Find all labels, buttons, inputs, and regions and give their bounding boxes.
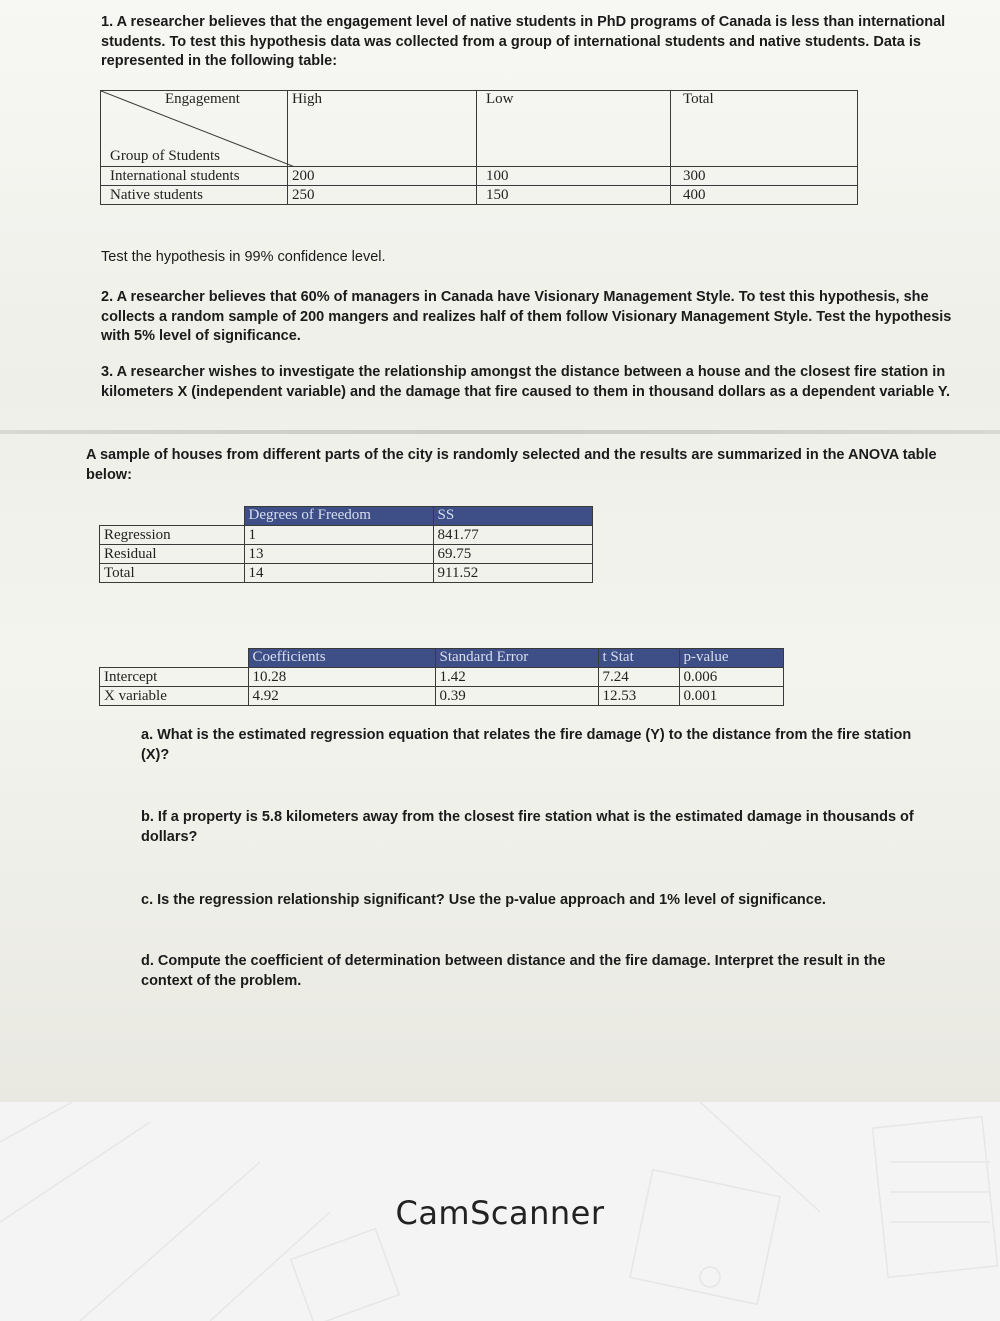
anova-header-df: Degrees of Freedom <box>244 507 433 526</box>
coef-header-coefficients: Coefficients <box>248 649 435 668</box>
anova-df: 13 <box>244 545 433 564</box>
anova-header-ss: SS <box>433 507 593 526</box>
q1-intro-line: students. To test this hypothesis data was collected from a group of international students and native students. Data is <box>101 33 921 50</box>
col-header-high: High <box>288 91 477 167</box>
part-a-line: (X)? <box>141 746 170 763</box>
coefficients-table <box>99 648 784 706</box>
coef-p: 0.001 <box>679 687 784 706</box>
q2-line: 2. A researcher believes that 60% of managers in Canada have Visionary Management Style. To test this hypothesis, she <box>101 289 929 305</box>
row-label: International students <box>101 167 288 186</box>
q2-line: collects a random sample of 200 mangers and realizes half of them follow Visionary Management Style. Test the hypothesis <box>101 308 952 325</box>
q2-text <box>101 288 981 347</box>
part-c <box>141 891 981 911</box>
cell-value: 400 <box>671 186 858 205</box>
q3-text <box>101 363 981 402</box>
q3-sample-text <box>86 446 966 485</box>
coef-header-pvalue: p-value <box>679 649 784 668</box>
table-row <box>100 564 593 583</box>
coef-row-label: Intercept <box>100 668 249 687</box>
confidence-text: Test the hypothesis in 99% confidence level. <box>101 249 386 265</box>
cell-value: 100 <box>477 167 671 186</box>
corner-top-label: Engagement <box>165 91 240 107</box>
coef-header-blank <box>100 649 249 668</box>
part-a <box>141 726 981 765</box>
engagement-table <box>100 90 858 205</box>
part-c-line: c. Is the regression relationship significant? Use the p-value approach and 1% level of significance. <box>141 892 826 908</box>
part-d <box>141 952 981 991</box>
part-a-line: a. What is the estimated regression equation that relates the fire damage (Y) to the distance from the fire station <box>141 727 912 743</box>
q1-intro <box>101 13 981 72</box>
cell-value: 300 <box>671 167 858 186</box>
q1-intro-line: 1. A researcher believes that the engagement level of native students in PhD programs of Canada is less than international <box>101 14 946 30</box>
table-row <box>100 545 593 564</box>
anova-ss: 69.75 <box>433 545 593 564</box>
anova-table <box>99 506 593 583</box>
q2-line: with 5% level of significance. <box>101 328 301 344</box>
scanner-footer <box>0 1102 1000 1321</box>
coef-header-tstat: t Stat <box>598 649 679 668</box>
camscanner-brand: CamScanner <box>395 1194 605 1232</box>
table-row <box>100 668 784 687</box>
table-row <box>101 167 858 186</box>
coef-row-label: X variable <box>100 687 249 706</box>
part-b <box>141 808 981 847</box>
part-b-line: b. If a property is 5.8 kilometers away from the closest fire station what is the estimated damage in thousands of <box>141 809 914 825</box>
q1-intro-line: represented in the following table: <box>101 53 338 69</box>
table-row <box>100 687 784 706</box>
anova-row-label: Residual <box>100 545 245 564</box>
part-b-line: dollars? <box>141 828 198 845</box>
coef-value: 10.28 <box>248 668 435 687</box>
coef-t: 7.24 <box>598 668 679 687</box>
coef-value: 4.92 <box>248 687 435 706</box>
coef-header-se: Standard Error <box>435 649 598 668</box>
q3-line: kilometers X (independent variable) and the damage that fire caused to them in thousand dollars as a dependent variable Y. <box>101 383 951 400</box>
cell-value: 250 <box>288 186 477 205</box>
anova-df: 1 <box>244 526 433 545</box>
col-header-total: Total <box>671 91 858 167</box>
row-label: Native students <box>101 186 288 205</box>
coef-se: 0.39 <box>435 687 598 706</box>
table-corner-cell <box>101 91 288 167</box>
q1-confidence <box>101 248 386 268</box>
anova-row-label: Regression <box>100 526 245 545</box>
anova-ss: 841.77 <box>433 526 593 545</box>
cell-value: 150 <box>477 186 671 205</box>
table-row <box>101 186 858 205</box>
sample-line: below: <box>86 466 132 483</box>
part-d-line: d. Compute the coefficient of determination between distance and the fire damage. Interpret the result in the <box>141 953 886 969</box>
table-row <box>100 526 593 545</box>
anova-row-label: Total <box>100 564 245 583</box>
coef-se: 1.42 <box>435 668 598 687</box>
anova-df: 14 <box>244 564 433 583</box>
corner-bottom-label: Group of Students <box>110 148 220 164</box>
anova-ss: 911.52 <box>433 564 593 583</box>
anova-header-blank <box>100 507 245 526</box>
page-seam <box>0 430 1000 434</box>
coef-t: 12.53 <box>598 687 679 706</box>
sample-line: A sample of houses from different parts of the city is randomly selected and the results are summarized in the ANOVA table <box>86 447 937 463</box>
q3-line: 3. A researcher wishes to investigate the relationship amongst the distance between a house and the closest fire station in <box>101 364 946 380</box>
part-d-line: context of the problem. <box>141 972 302 989</box>
col-header-low: Low <box>477 91 671 167</box>
coef-p: 0.006 <box>679 668 784 687</box>
cell-value: 200 <box>288 167 477 186</box>
